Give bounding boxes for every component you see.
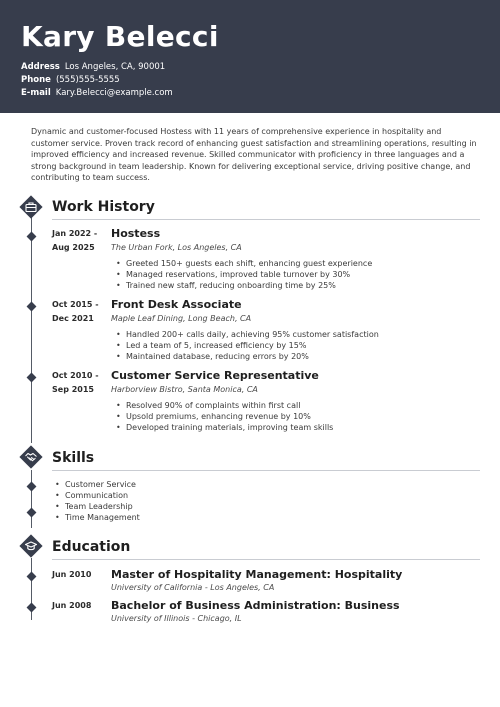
contact-phone-value: (555)555-5555: [55, 75, 120, 85]
work-history-divider: [52, 219, 480, 220]
contact-address-label: Address: [21, 62, 60, 72]
job-1-date-end: Aug 2025: [52, 243, 95, 252]
job-1-marker: [27, 232, 37, 242]
work-history-section-icon: [21, 197, 41, 217]
job-2-dates: [52, 298, 107, 326]
education-1-school: University of California - Los Angeles, CA: [111, 583, 275, 592]
list-item: • Maintained database, reducing errors by 20%: [126, 351, 379, 362]
list-item: • Time Management: [65, 512, 140, 523]
list-item: • Communication: [65, 490, 140, 501]
education-1-degree: Master of Hospitality Management: Hospitality: [111, 568, 403, 581]
job-3-title: Customer Service Representative: [111, 369, 319, 382]
list-item: • Handled 200+ calls daily, achieving 95% customer satisfaction: [126, 329, 379, 340]
list-item: • Resolved 90% of complaints within first call: [126, 400, 333, 411]
skills-marker-2: [27, 508, 37, 518]
job-1-title: Hostess: [111, 227, 161, 240]
timeline-line-work: [31, 217, 32, 443]
job-2-date-start: Oct 2015 -: [52, 300, 99, 309]
list-item: • Upsold premiums, enhancing revenue by 10%: [126, 411, 333, 422]
handshake-icon: [24, 450, 38, 464]
skills-list: [65, 479, 140, 523]
education-1-marker: [27, 572, 37, 582]
professional-summary: Dynamic and customer-focused Hostess with 11 years of comprehensive experience in hospitality and customer service. Proven track record of enhancing guest satisfaction and streamlining operations, resulting in improved efficiency and increased revenue. Skilled communicator with proficiency in three languages and a strong background in team leadership. Known for delivering exceptional service, driving positive change, and contributing to team success.: [31, 127, 477, 183]
job-2-date-end: Dec 2021: [52, 314, 94, 323]
graduation-cap-icon: [24, 539, 38, 553]
list-item: • Greeted 150+ guests each shift, enhancing guest experience: [126, 258, 372, 269]
education-section-icon: [21, 536, 41, 556]
job-2-title: Front Desk Associate: [111, 298, 242, 311]
list-item: • Team Leadership: [65, 501, 140, 512]
job-1-dates: [52, 227, 107, 255]
skills-section-icon: [21, 447, 41, 467]
contact-address-value: Los Angeles, CA, 90001: [64, 62, 166, 72]
job-3-company: Harborview Bistro, Santa Monica, CA: [111, 385, 258, 394]
list-item: • Led a team of 5, increased efficiency by 15%: [126, 340, 379, 351]
job-1-company: The Urban Fork, Los Angeles, CA: [111, 243, 242, 252]
contact-phone: [21, 74, 120, 86]
education-2-date: Jun 2008: [52, 601, 92, 610]
skills-marker-1: [27, 482, 37, 492]
contact-phone-label: Phone: [21, 75, 51, 85]
timeline-line-skills: [31, 470, 32, 528]
contact-email: [21, 87, 173, 99]
contact-address: [21, 61, 165, 73]
candidate-name: Kary Belecci: [21, 20, 219, 53]
job-2-marker: [27, 302, 37, 312]
education-2-school: University of Illinois - Chicago, IL: [111, 614, 242, 623]
contact-email-label: E-mail: [21, 88, 51, 98]
job-3-date-start: Oct 2010 -: [52, 371, 99, 380]
job-1-date-start: Jan 2022 -: [52, 229, 98, 238]
job-2-achievements: [126, 329, 379, 362]
list-item: • Trained new staff, reducing onboarding time by 25%: [126, 280, 372, 291]
list-item: • Developed training materials, improving team skills: [126, 422, 333, 433]
resume-header: [0, 0, 500, 113]
job-2-company: Maple Leaf Dining, Long Beach, CA: [111, 314, 252, 323]
skills-title: Skills: [52, 450, 95, 466]
education-divider: [52, 559, 480, 560]
work-history-title: Work History: [52, 199, 155, 215]
job-3-marker: [27, 373, 37, 383]
education-1-date: Jun 2010: [52, 570, 92, 579]
job-3-date-end: Sep 2015: [52, 385, 94, 394]
education-2-degree: Bachelor of Business Administration: Business: [111, 599, 400, 612]
education-title: Education: [52, 539, 131, 555]
skills-divider: [52, 470, 480, 471]
list-item: • Customer Service: [65, 479, 140, 490]
job-3-achievements: [126, 400, 333, 433]
job-1-achievements: [126, 258, 372, 291]
list-item: • Managed reservations, improved table turnover by 30%: [126, 269, 372, 280]
job-3-dates: [52, 369, 107, 397]
education-2-marker: [27, 603, 37, 613]
contact-email-value: Kary.Belecci@example.com: [55, 88, 173, 98]
briefcase-icon: [24, 200, 38, 214]
